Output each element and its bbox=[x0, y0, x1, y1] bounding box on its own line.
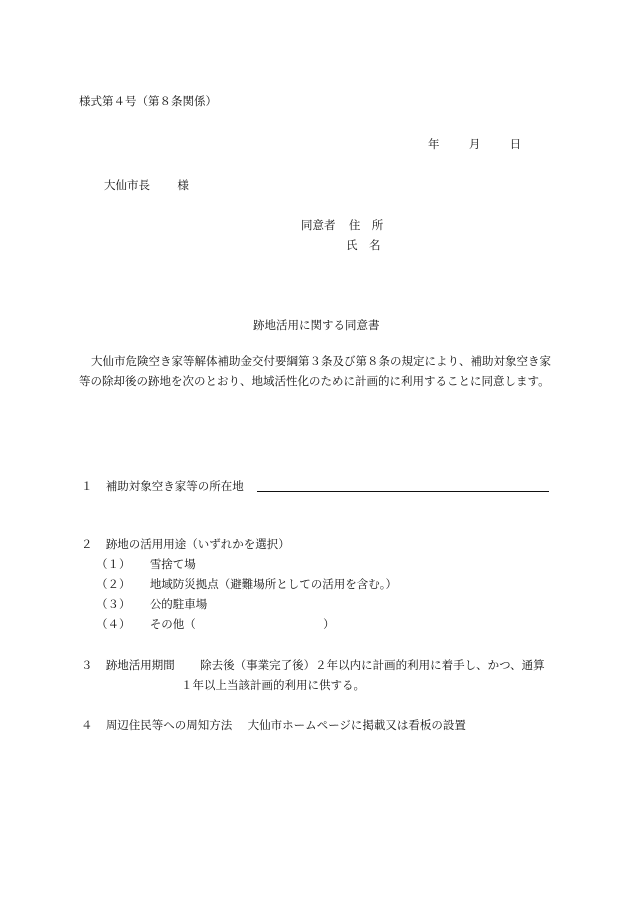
item-1-label: 補助対象空き家等の所在地 bbox=[105, 479, 244, 493]
item-4 bbox=[81, 720, 466, 732]
consenter-address-line bbox=[301, 220, 383, 232]
addressee bbox=[104, 180, 189, 192]
item-2-number: ２ bbox=[81, 537, 93, 551]
date-day-label: 日 bbox=[509, 137, 522, 151]
option-3 bbox=[96, 599, 207, 611]
form-number: 様式第４号（第８条関係） bbox=[79, 94, 217, 108]
consenter-role: 同意者 bbox=[301, 218, 336, 232]
item-3 bbox=[81, 660, 545, 672]
option-1-label: 雪捨て場 bbox=[149, 557, 196, 571]
item-3-number: ３ bbox=[81, 658, 93, 672]
item-1 bbox=[81, 479, 549, 493]
consenter-address-label: 住 所 bbox=[348, 218, 384, 232]
item-4-number: ４ bbox=[81, 718, 93, 732]
option-4-number: （４） bbox=[96, 617, 131, 631]
consenter-name-label: 氏 名 bbox=[346, 238, 381, 252]
item-3-label: 跡地活用期間 bbox=[105, 658, 175, 672]
option-4-close: ） bbox=[323, 617, 335, 631]
addressee-honorific: 様 bbox=[177, 178, 189, 192]
option-2-label: 地域防災拠点（避難場所としての活用を含む。） bbox=[149, 577, 398, 591]
date-line bbox=[428, 139, 521, 151]
location-underline bbox=[257, 479, 549, 492]
item-3-line1: 除去後（事業完了後）２年以内に計画的利用に着手し、かつ、通算 bbox=[200, 658, 545, 672]
body-paragraph bbox=[79, 351, 551, 391]
option-3-number: （３） bbox=[96, 597, 131, 611]
item-3-line2: １年以上当該計画的利用に供する。 bbox=[181, 678, 365, 692]
date-year-label: 年 bbox=[428, 137, 440, 151]
option-1 bbox=[96, 559, 196, 571]
option-2 bbox=[96, 579, 397, 591]
option-4-label: その他（ bbox=[149, 617, 196, 631]
option-2-number: （２） bbox=[96, 577, 131, 591]
option-3-label: 公的駐車場 bbox=[149, 597, 208, 611]
item-2 bbox=[81, 539, 290, 551]
date-month-label: 月 bbox=[468, 137, 481, 151]
item-4-value: 大仙市ホームページに掲載又は看板の設置 bbox=[247, 718, 466, 732]
option-1-number: （１） bbox=[96, 557, 131, 571]
addressee-name: 大仙市長 bbox=[104, 178, 150, 192]
option-4 bbox=[96, 619, 335, 631]
item-2-label: 跡地の活用用途（いずれかを選択） bbox=[105, 537, 290, 551]
item-4-label: 周辺住民等への周知方法 bbox=[105, 718, 233, 732]
item-1-number: １ bbox=[81, 479, 93, 493]
document-title: 跡地活用に関する同意書 bbox=[253, 318, 380, 332]
body-text: 大仙市危険空き家等解体補助金交付要綱第３条及び第８条の規定により、補助対象空き家等の除却後の跡地を次のとおり、地域活性化のために計画的に利用することに同意します。 bbox=[79, 354, 551, 388]
